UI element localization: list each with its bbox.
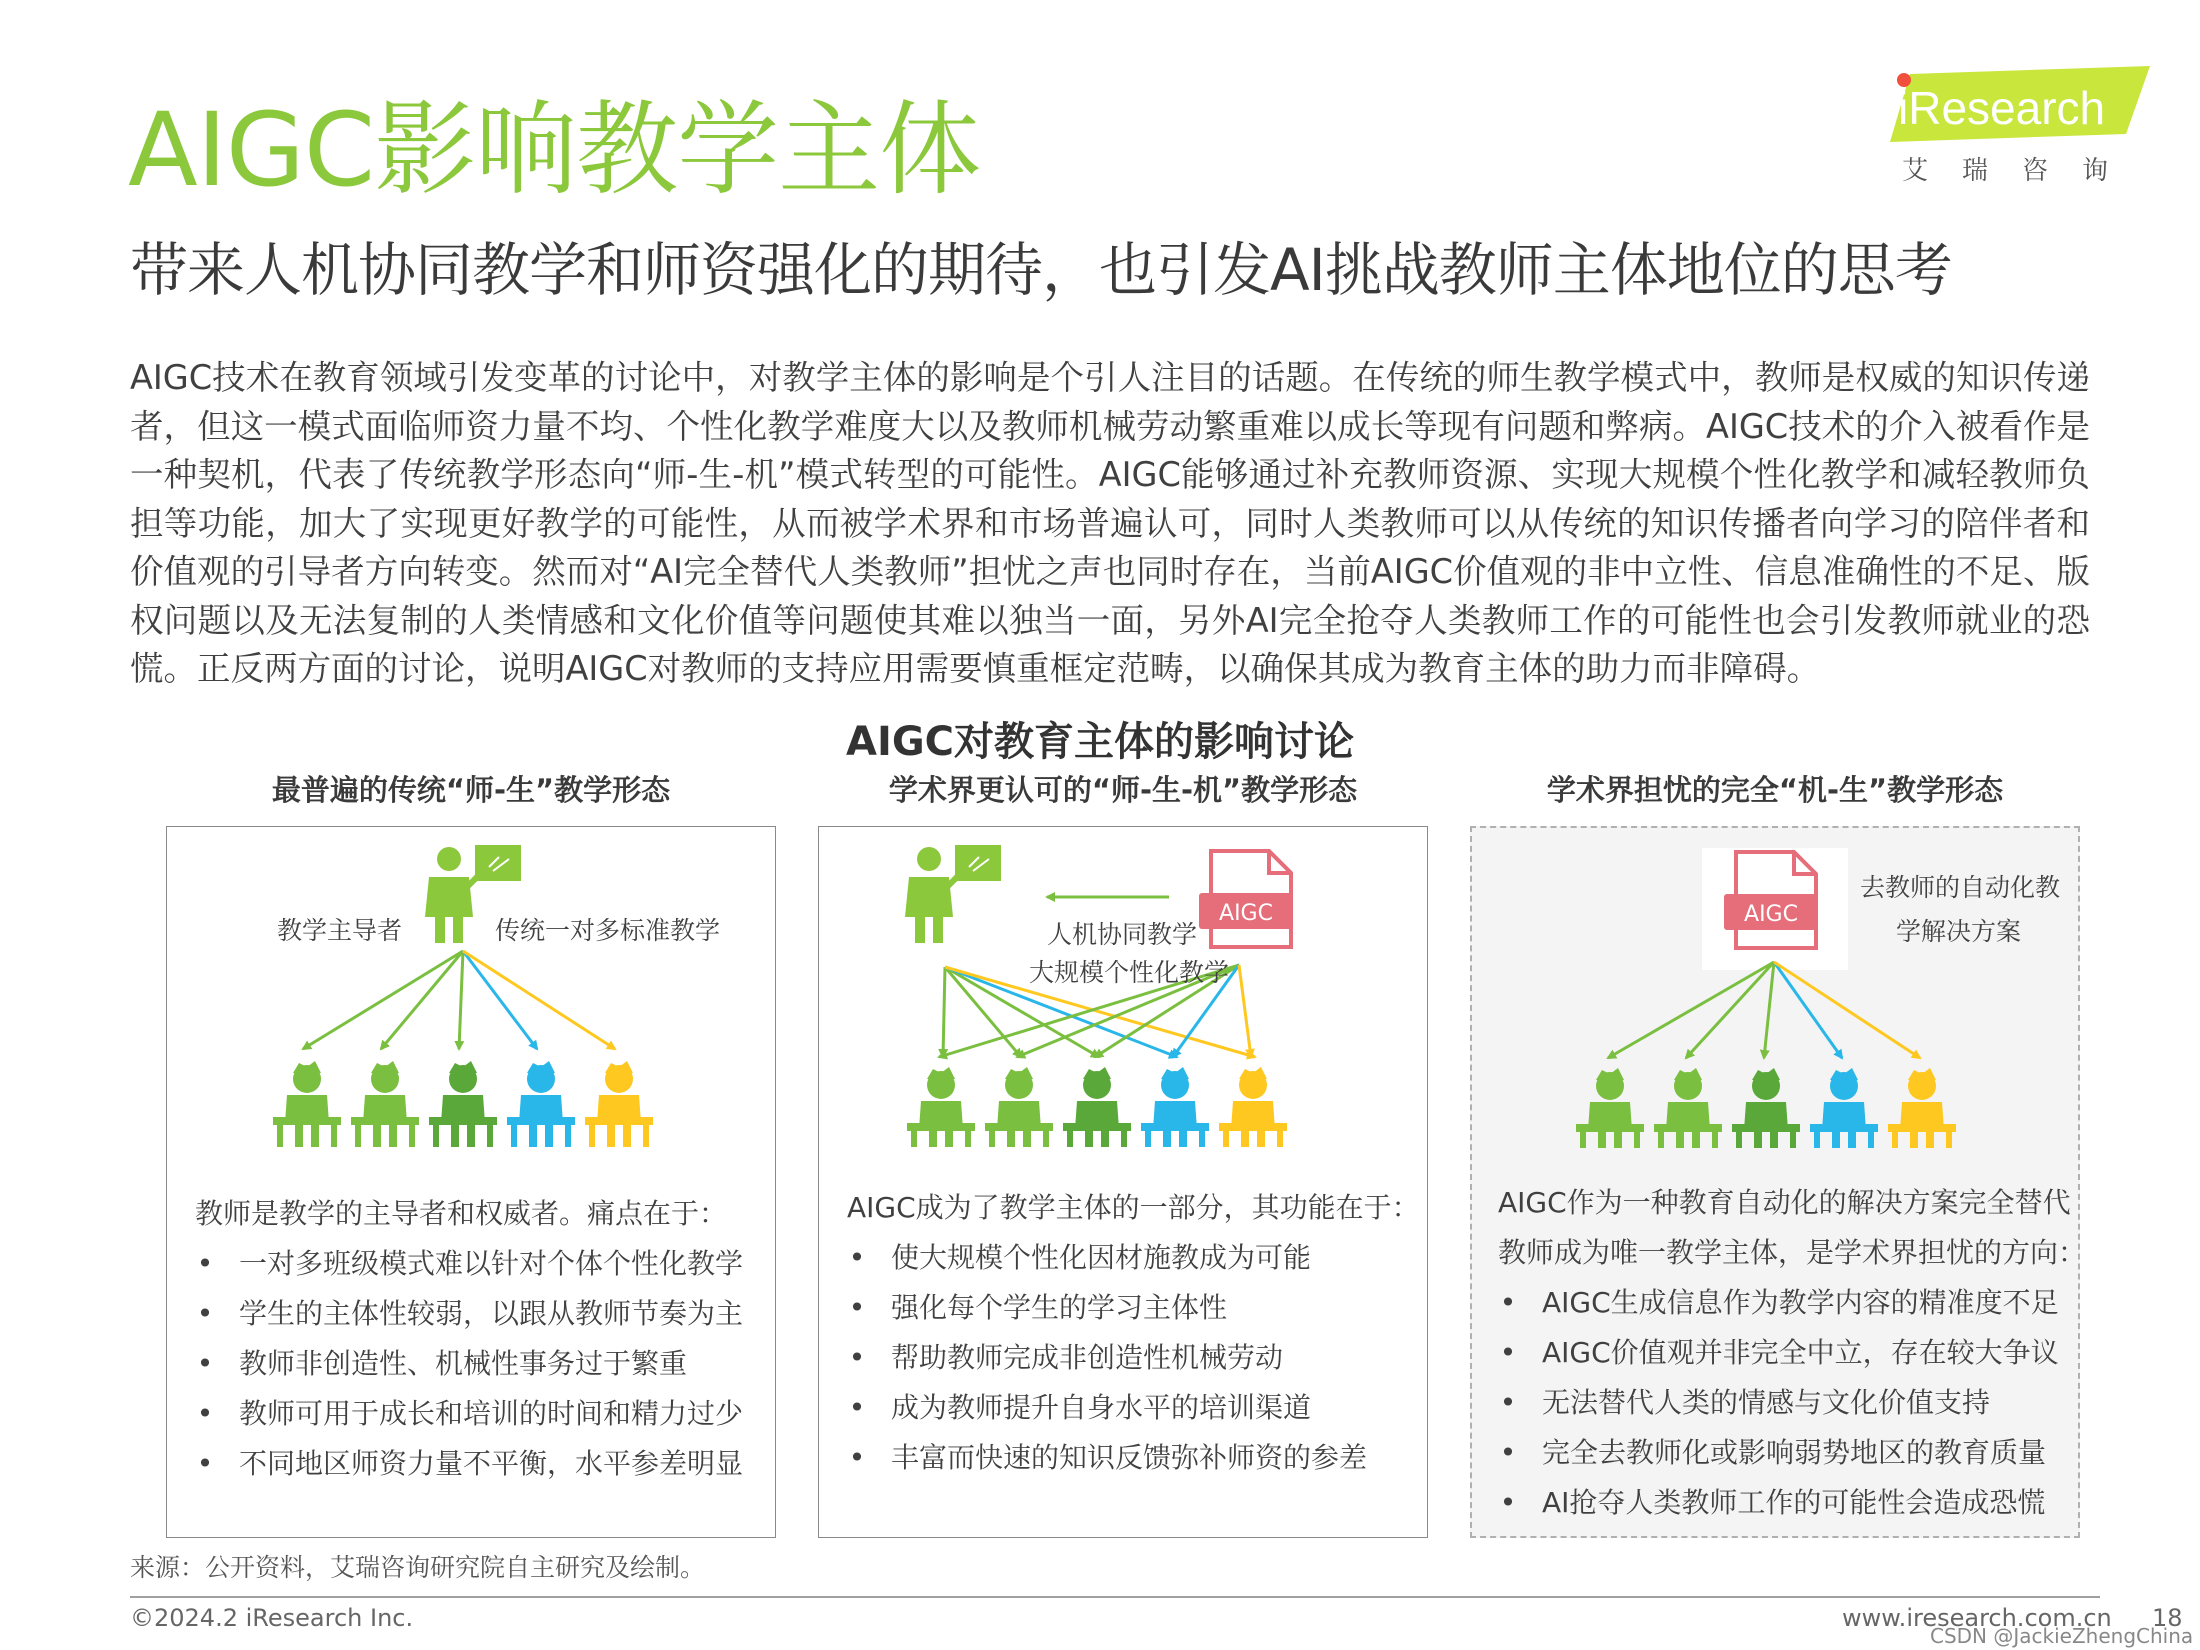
logo-wordmark-icon xyxy=(1888,66,2150,144)
arrow-icon xyxy=(463,951,615,1049)
iresearch-logo xyxy=(1888,66,2150,186)
bullet-icon: • xyxy=(848,1241,866,1274)
list-item: • 成为教师提升自身水平的培训渠道 xyxy=(847,1383,1367,1433)
arrow-icon xyxy=(1774,962,1842,1058)
logo-wordmark-text: iResearch xyxy=(1898,82,2106,134)
concerns-list xyxy=(1498,1278,2059,1528)
student-icon xyxy=(1219,1067,1287,1147)
pain-points-list xyxy=(195,1239,743,1489)
bullet-icon: • xyxy=(196,1297,214,1330)
watermark: CSDN @JackieZhengChina xyxy=(1930,1624,2194,1648)
label-automated-solution-line1: 去教师的自动化教 xyxy=(1860,873,2061,902)
diagram-title: AIGC对教育主体的影响讨论 xyxy=(845,719,1355,765)
bullet-icon: • xyxy=(1499,1336,1517,1369)
teacher-students-diagram xyxy=(167,827,777,1147)
bullet-icon: • xyxy=(1499,1486,1517,1519)
list-item: • 学生的主体性较弱，以跟从教师节奏为主 xyxy=(195,1289,743,1339)
student-icon xyxy=(273,1061,341,1147)
list-item: • 完全去教师化或影响弱势地区的教育质量 xyxy=(1498,1428,2059,1478)
bullet-icon: • xyxy=(1499,1436,1517,1469)
logo-chinese: 艾瑞咨询 xyxy=(1902,156,2143,186)
student-icon xyxy=(1141,1067,1209,1147)
arrow-icon xyxy=(459,951,463,1049)
arrow-icon xyxy=(1239,965,1251,1057)
intro-paragraph: AIGC技术在教育领域引发变革的讨论中，对教学主体的影响是个引人注目的话题。在传统的师生教学模式中，教师是权威的知识传递者，但这一模式面临师资力量不均、个性化教学难度大以及教师机械劳动繁重难以成长等现有问题和弊病。AIGC技术的介入被看作是一种契机，代表了传统教学形态向“师-生-机”模式转型的可能性。AIGC能够通过补充教师资源、实现大规模个性化教学和减轻教师负担等功能，加大了实现更好教学的可能性，从而被学术界和市场普遍认可，同时人类教师可以从传统的知识传播者向学习的陪伴者和价值观的引导者方向转变。然而对“AI完全替代人类教师”担忧之声也同时存在，当前AIGC价值观的非中立性、信息准确性的不足、版权问题以及无法复制的人类情感和文化价值等问题使其难以独当一面，另外AI完全抢夺人类教师工作的可能性也会引发教师就业的恐慌。正反两方面的讨论，说明AIGC对教师的支持应用需要慎重框定范畴，以确保其成为教育主体的助力而非障碍。 xyxy=(130,358,2090,688)
bullet-icon: • xyxy=(1499,1386,1517,1419)
teacher-icon xyxy=(905,845,1001,943)
website-link[interactable]: www.iresearch.com.cn xyxy=(1842,1604,2112,1632)
student-icon xyxy=(1654,1068,1722,1148)
student-icon xyxy=(351,1061,419,1147)
page-subtitle: 带来人机协同教学和师资强化的期待，也引发AI挑战教师主体地位的思考 xyxy=(130,236,1952,304)
student-icon xyxy=(907,1067,975,1147)
label-large-scale-personalized: 大规模个性化教学 xyxy=(1029,958,1230,987)
column-title-human-machine: 学术界更认可的“师-生-机”教学形态 xyxy=(888,773,1358,807)
list-item: • AI抢夺人类教师工作的可能性会造成恐慌 xyxy=(1498,1478,2059,1528)
bullet-icon: • xyxy=(196,1397,214,1430)
student-icon xyxy=(585,1061,653,1147)
bullet-icon: • xyxy=(196,1347,214,1380)
column-title-traditional: 最普遍的传统“师-生”教学形态 xyxy=(271,773,671,807)
panel-intro: AIGC成为了教学主体的一部分，其功能在于： xyxy=(847,1191,1420,1224)
student-icon xyxy=(1063,1067,1131,1147)
list-item: • 帮助教师完成非创造性机械劳动 xyxy=(847,1333,1367,1383)
list-item: • 使大规模个性化因材施教成为可能 xyxy=(847,1233,1367,1283)
list-item: • AIGC生成信息作为教学内容的精准度不足 xyxy=(1498,1278,2059,1328)
student-icon xyxy=(1732,1068,1800,1148)
aigc-document-icon xyxy=(1199,851,1293,947)
functions-list xyxy=(847,1233,1367,1483)
arrow-icon xyxy=(381,951,463,1049)
arrow-icon xyxy=(1608,962,1774,1058)
aigc-label: AIGC xyxy=(1219,901,1273,926)
student-icon xyxy=(985,1067,1053,1147)
student-icon xyxy=(1888,1068,1956,1148)
copyright: ©2024.2 iResearch Inc. xyxy=(130,1604,414,1632)
label-human-machine-collab: 人机协同教学 xyxy=(1047,920,1198,949)
bullet-icon: • xyxy=(196,1247,214,1280)
arrow-icon xyxy=(463,951,537,1049)
list-item: • AIGC价值观并非完全中立，存在较大争议 xyxy=(1498,1328,2059,1378)
list-item: • 教师可用于成长和培训的时间和精力过少 xyxy=(195,1389,743,1439)
panel-intro-line2: 教师成为唯一教学主体，是学术界担忧的方向： xyxy=(1498,1236,2087,1269)
student-icon xyxy=(507,1061,575,1147)
panel-intro: 教师是教学的主导者和权威者。痛点在于： xyxy=(195,1197,728,1230)
student-icon xyxy=(429,1061,497,1147)
page-number: 18 xyxy=(2152,1604,2183,1632)
arrow-icon xyxy=(1686,962,1774,1058)
arrow-icon xyxy=(303,951,463,1049)
label-one-to-many: 传统一对多标准教学 xyxy=(495,916,721,945)
footer-divider xyxy=(130,1596,2100,1598)
student-icon xyxy=(1810,1068,1878,1148)
column-title-machine-student: 学术界担忧的完全“机-生”教学形态 xyxy=(1546,773,2004,807)
aigc-document-icon xyxy=(1724,852,1818,948)
arrow-icon xyxy=(943,967,945,1057)
bullet-icon: • xyxy=(848,1341,866,1374)
label-teaching-leader: 教学主导者 xyxy=(277,916,403,945)
bullet-icon: • xyxy=(196,1447,214,1480)
bullet-icon: • xyxy=(848,1441,866,1474)
list-item: • 强化每个学生的学习主体性 xyxy=(847,1283,1367,1333)
panel-traditional xyxy=(166,826,776,1538)
panel-human-machine xyxy=(818,826,1428,1538)
bullet-icon: • xyxy=(1499,1286,1517,1319)
source-note: 来源：公开资料，艾瑞咨询研究院自主研究及绘制。 xyxy=(130,1553,706,1582)
panel-intro-line1: AIGC作为一种教育自动化的解决方案完全替代 xyxy=(1498,1186,2071,1219)
label-automated-solution-line2: 学解决方案 xyxy=(1896,917,2022,946)
bullet-icon: • xyxy=(848,1391,866,1424)
panel-machine-student xyxy=(1470,826,2087,1538)
list-item: • 教师非创造性、机械性事务过于繁重 xyxy=(195,1339,743,1389)
arrow-icon xyxy=(1764,962,1774,1058)
aigc-label: AIGC xyxy=(1744,902,1798,927)
page-title: AIGC影响教学主体 xyxy=(128,91,981,210)
arrow-icon xyxy=(1774,962,1920,1058)
list-item: • 丰富而快速的知识反馈弥补师资的参差 xyxy=(847,1433,1367,1483)
list-item: • 不同地区师资力量不平衡，水平参差明显 xyxy=(195,1439,743,1489)
student-icon xyxy=(1576,1068,1644,1148)
list-item: • 一对多班级模式难以针对个体个性化教学 xyxy=(195,1239,743,1289)
bullet-icon: • xyxy=(848,1291,866,1324)
list-item: • 无法替代人类的情感与文化价值支持 xyxy=(1498,1378,2059,1428)
